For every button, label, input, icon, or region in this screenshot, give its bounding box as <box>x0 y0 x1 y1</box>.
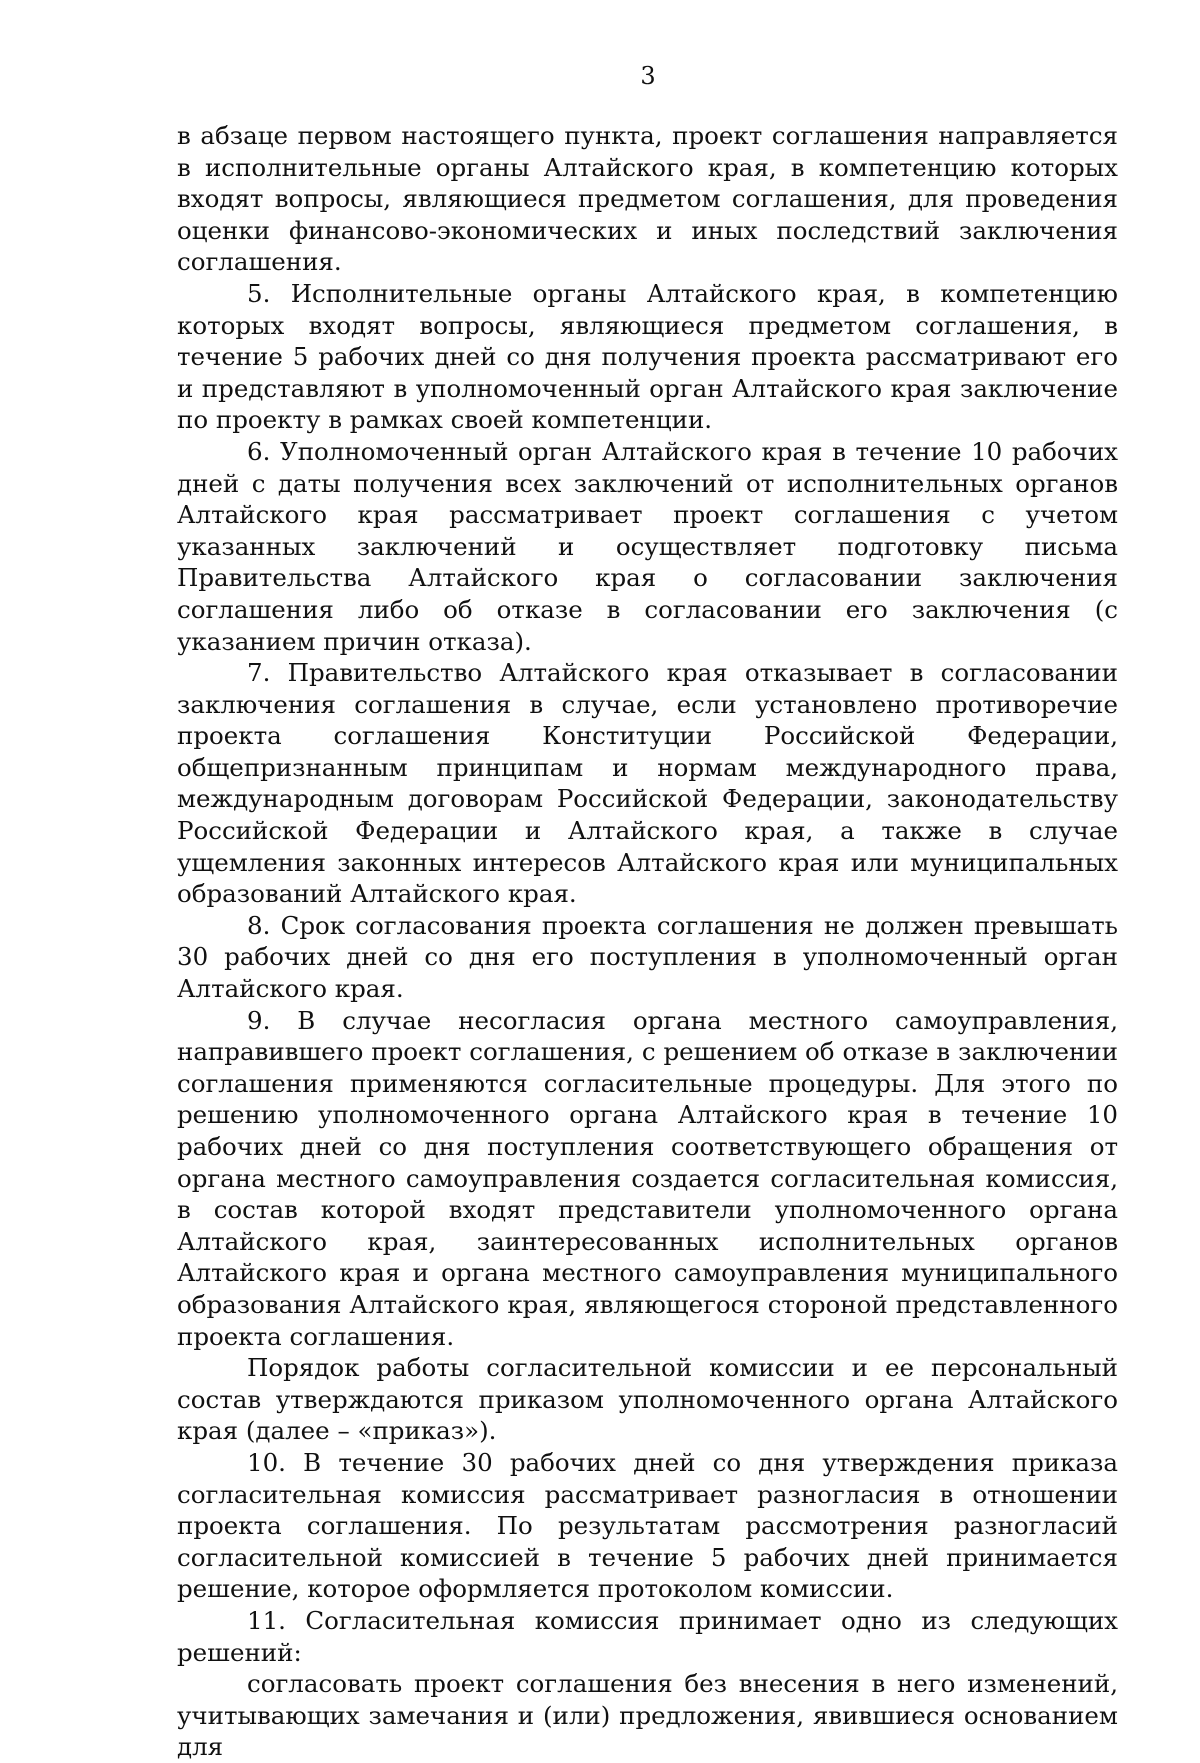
paragraph-item-8: 8. Срок согласования проекта соглашения не должен превышать 30 рабочих дней со дня его поступления в уполномоченный орган Алтайского края. <box>177 910 1118 1004</box>
paragraph-decision-option: согласовать проект соглашения без внесения в него изменений, учитывающих замечания и (или) предложения, явившиеся основанием для <box>177 1669 1118 1762</box>
paragraph-item-9: 9. В случае несогласия органа местного самоуправления, направившего проект соглашения, с решением об отказе в заключении соглашения применяются согласительные процедуры. Для этого по решению уполномоченного органа Алтайского края в течение 10 рабочих дней со дня поступления соответствующего обращения от органа местного самоуправления создается согласительная комиссия, в состав которой входят представители уполномоченного органа Алтайского края, заинтересованных исполнительных органов Алтайского края и органа местного самоуправления муниципального образования Алтайского края, являющегося стороной представленного проекта соглашения. <box>177 1005 1118 1351</box>
paragraph-item-6: 6. Уполномоченный орган Алтайского края в течение 10 рабочих дней с даты получения всех заключений от исполнительных органов Алтайского края рассматривает проект соглашения с учетом указанных заключений и осуществляет подготовку письма Правительства Алтайского края о согласовании заключения соглашения либо об отказе в согласовании его заключения (с указанием причин отказа). <box>177 436 1118 656</box>
paragraph-commission-procedure: Порядок работы согласительной комиссии и ее персональный состав утверждаются приказом уполномоченного органа Алтайского края (далее – «приказ»). <box>177 1353 1118 1446</box>
document-body <box>177 120 1118 1763</box>
paragraph-item-5: 5. Исполнительные органы Алтайского края, в компетенцию которых входят вопросы, являющиеся предметом соглашения, в течение 5 рабочих дней со дня получения проекта рассматривают его и представляют в уполномоченный орган Алтайского края заключение по проекту в рамках своей компетенции. <box>177 278 1118 435</box>
paragraph-continuation: в абзаце первом настоящего пункта, проект соглашения направляется в исполнительные органы Алтайского края, в компетенцию которых входят вопросы, являющиеся предметом соглашения, для проведения оценки финансово-экономических и иных последствий заключения соглашения. <box>177 121 1118 277</box>
paragraph-item-11: 11. Согласительная комиссия принимает одно из следующих решений: <box>177 1605 1118 1667</box>
paragraph-item-7: 7. Правительство Алтайского края отказывает в согласовании заключения соглашения в случае, если установлено противоречие проекта соглашения Конституции Российской Федерации, общепризнанным принципам и нормам международного права, международным договорам Российской Федерации, законодательству Российской Федерации и Алтайского края, а также в случае ущемления законных интересов Алтайского края или муниципальных образований Алтайского края. <box>177 658 1118 909</box>
paragraph-item-10: 10. В течение 30 рабочих дней со дня утверждения приказа согласительная комиссия рассматривает разногласия в отношении проекта соглашения. По результатам рассмотрения разногласий согласительной комиссией в течение 5 рабочих дней принимается решение, которое оформляется протоколом комиссии. <box>177 1447 1118 1604</box>
page-number: 3 <box>640 62 656 90</box>
